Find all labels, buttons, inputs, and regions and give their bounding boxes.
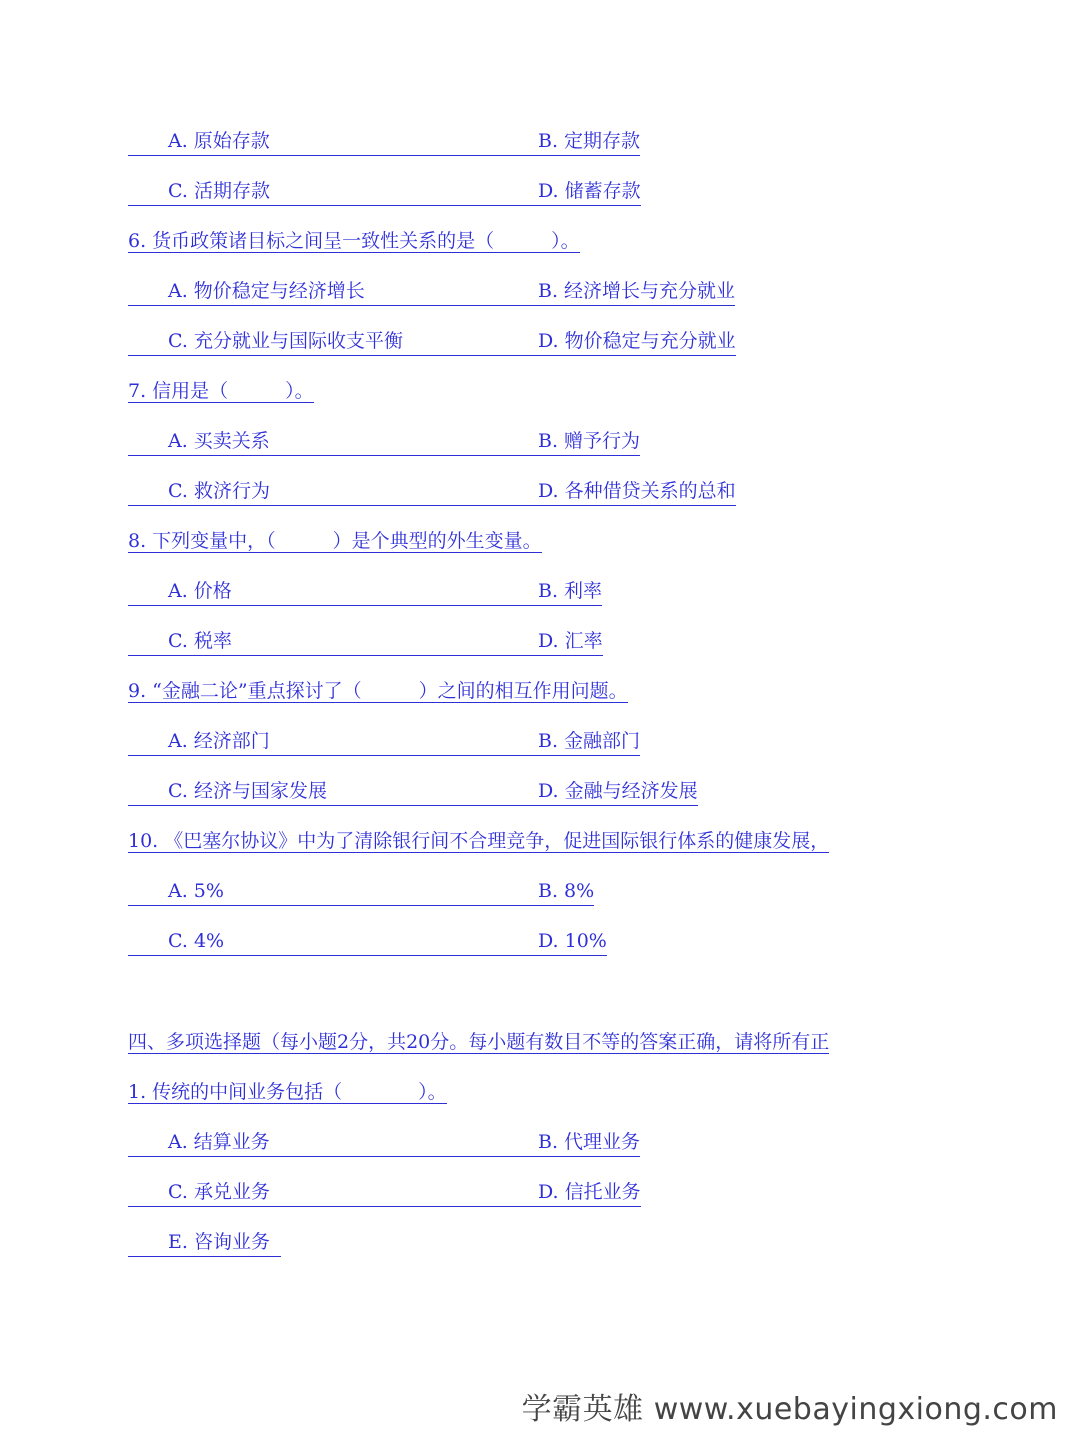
option-row [128,1127,848,1157]
option-b [538,276,735,306]
option-c [128,626,538,656]
option-b [538,126,640,156]
option-row [128,576,848,606]
option-c-text: C. 经济与国家发展 [168,780,327,802]
option-e-text: E. 咨询业务 [168,1231,270,1253]
question-10-text: 10. 《巴塞尔协议》中为了清除银行间不合理竞争，促进国际银行体系的健康发展， [128,830,830,852]
option-d [538,926,607,956]
option-d-text: D. 储蓄存款 [538,180,641,202]
option-row [128,876,848,906]
section-heading [128,1027,829,1057]
multi-question-1-text: 1. 传统的中间业务包括（ ）。 [128,1081,447,1103]
option-row [128,426,848,456]
option-a [128,876,538,906]
option-c [128,776,538,806]
option-d [538,626,603,656]
option-b-text: B. 利率 [538,580,603,602]
option-b-text: B. 8% [538,880,595,902]
option-row [128,726,848,756]
multi-question-1 [128,1077,447,1107]
question-10 [128,826,829,856]
option-b-text: B. 经济增长与充分就业 [538,280,736,302]
option-c [128,176,538,206]
option-row [128,326,848,356]
option-row [128,1177,848,1207]
question-7 [128,376,314,406]
option-d [538,1177,641,1207]
question-8-text: 8. 下列变量中，（ ）是个典型的外生变量。 [128,530,542,552]
option-d [538,476,736,506]
option-a [128,126,538,156]
option-row [128,476,848,506]
question-9-text: 9. “金融二论”重点探讨了（ ）之间的相互作用问题。 [128,680,628,702]
option-e [128,1227,281,1257]
option-b-text: B. 定期存款 [538,130,641,152]
option-b [538,726,640,756]
option-a-text: A. 原始存款 [168,130,270,152]
option-a-text: A. 经济部门 [168,730,270,752]
option-c-text: C. 充分就业与国际收支平衡 [168,330,403,352]
option-a-text: A. 价格 [168,580,232,602]
option-a [128,726,538,756]
option-c [128,326,538,356]
option-row [128,276,848,306]
question-9 [128,676,628,706]
option-b [538,1127,640,1157]
option-b [538,426,640,456]
option-d [538,326,736,356]
option-c [128,1177,538,1207]
option-c [128,476,538,506]
option-d-text: D. 10% [538,930,607,952]
option-c-text: C. 税率 [168,630,232,652]
option-a [128,426,538,456]
question-8 [128,526,542,556]
option-c-text: C. 4% [168,930,225,952]
question-6-text: 6. 货币政策诸目标之间呈一致性关系的是（ ）。 [128,230,580,252]
option-a-text: A. 5% [168,880,224,902]
option-row [128,126,848,156]
option-row [128,176,848,206]
option-a-text: A. 物价稳定与经济增长 [168,280,365,302]
watermark: 学霸英雄 www.xuebayingxiong.com [521,1392,1058,1427]
option-c-text: C. 活期存款 [168,180,270,202]
option-b [538,576,602,606]
option-row [128,926,848,956]
option-row [128,626,848,656]
option-c-text: C. 救济行为 [168,480,270,502]
option-d-text: D. 信托业务 [538,1181,641,1203]
option-d-text: D. 物价稳定与充分就业 [538,330,736,352]
option-d [538,776,698,806]
option-a-text: A. 买卖关系 [168,430,270,452]
option-a [128,276,538,306]
option-a [128,1127,538,1157]
option-c-text: C. 承兑业务 [168,1181,270,1203]
option-a [128,576,538,606]
option-c [128,926,538,956]
option-b-text: B. 赠予行为 [538,430,641,452]
option-d [538,176,641,206]
option-row [128,1227,848,1257]
option-b [538,876,594,906]
option-b-text: B. 金融部门 [538,730,641,752]
option-d-text: D. 汇率 [538,630,603,652]
section-heading-text: 四、多项选择题（每小题2分，共20分。每小题有数目不等的答案正确，请将所有正 [128,1031,830,1053]
option-row [128,776,848,806]
question-6 [128,226,580,256]
question-7-text: 7. 信用是（ ）。 [128,380,314,402]
option-d-text: D. 金融与经济发展 [538,780,698,802]
option-d-text: D. 各种借贷关系的总和 [538,480,736,502]
option-a-text: A. 结算业务 [168,1131,270,1153]
option-b-text: B. 代理业务 [538,1131,641,1153]
